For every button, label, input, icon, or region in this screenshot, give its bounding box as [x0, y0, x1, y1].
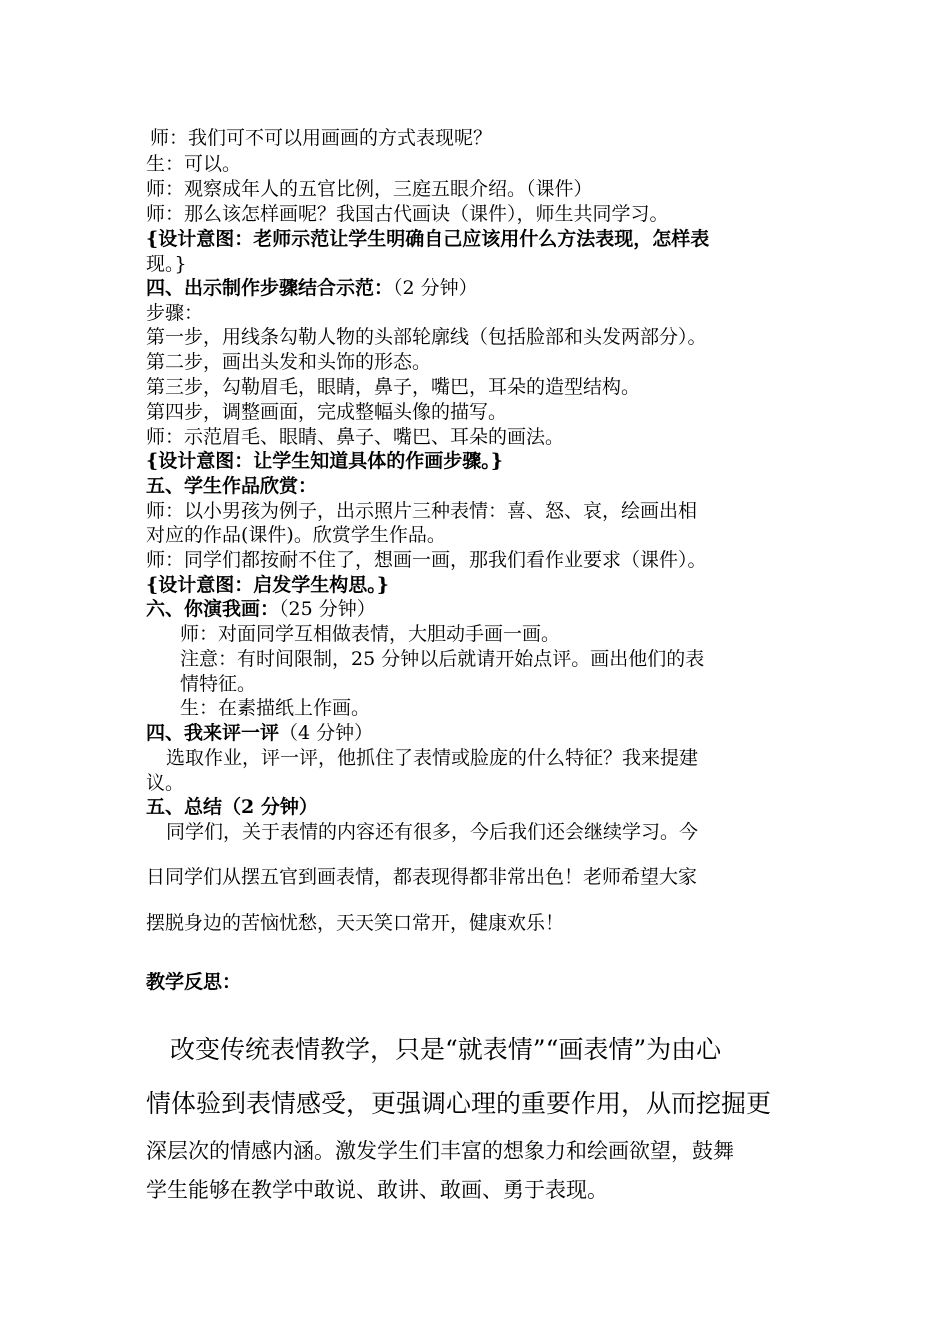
- text-line: 师：示范眉毛、眼睛、鼻子、嘴巴、耳朵的画法。: [146, 426, 565, 448]
- reflection-text: 改变传统表情教学，只是“就表情”“画表情”为由心: [170, 1035, 722, 1064]
- reflection-text: 学生能够在教学中敢说、敢讲、敢画、勇于表现。: [146, 1178, 608, 1202]
- section-duration: （25 分钟）: [279, 598, 376, 620]
- section-title: 四、出示制作步骤结合示范：: [146, 277, 394, 299]
- text-line: 议。: [146, 772, 185, 794]
- section-heading: [146, 597, 376, 621]
- section-title: 六、你演我画：: [146, 598, 280, 620]
- section-heading: [146, 276, 478, 300]
- reflection-text: 深层次的情感内涵。激发学生们丰富的想象力和绘画欲望，鼓舞: [146, 1139, 734, 1163]
- text-line: 情特征。: [180, 673, 257, 695]
- step-line: 第四步，调整画面，完成整幅头像的描写。: [146, 401, 508, 423]
- step-line: 第三步，勾勒眉毛，眼睛，鼻子，嘴巴，耳朵的造型结构。: [146, 376, 641, 398]
- text-line: 日同学们从摆五官到画表情，都表现得都非常出色！老师希望大家: [146, 866, 698, 888]
- text-line: 步骤：: [146, 302, 204, 324]
- text-line: 对应的作品(课件)。欣赏学生作品。: [146, 524, 446, 546]
- text-line: 注意：有时间限制，25 分钟以后就请开始点评。画出他们的表: [180, 648, 705, 670]
- section-duration: （4 分钟）: [279, 722, 374, 744]
- section-heading: 五、学生作品欣赏：: [146, 475, 318, 497]
- design-intent-text: {设计意图：启发学生构思。}: [146, 574, 389, 596]
- section-heading: [146, 721, 373, 745]
- section-heading: 五、总结（2 分钟）: [146, 796, 318, 818]
- text-line: 师：同学们都按耐不住了，想画一画，那我们看作业要求（课件）。: [146, 549, 707, 571]
- design-intent-text: {设计意图：让学生知道具体的作画步骤。}: [146, 450, 503, 472]
- step-line: 第一步，用线条勾勒人物的头部轮廓线（包括脸部和头发两部分）。: [146, 326, 707, 348]
- step-line: 第二步，画出头发和头饰的形态。: [146, 351, 432, 373]
- reflection-heading: 教学反思：: [146, 971, 242, 993]
- section-title: 四、我来评一评: [146, 722, 280, 744]
- text-line: 师：对面同学互相做表情，大胆动手画一画。: [180, 623, 561, 645]
- text-line: 生：在素描纸上作画。: [180, 697, 371, 719]
- text-line: 现。}: [146, 253, 187, 275]
- text-line: 师：观察成年人的五官比例，三庭五眼介绍。（课件）: [146, 178, 593, 200]
- text-line: 选取作业，评一评，他抓住了表情或脸庞的什么特征？我来提建: [166, 747, 699, 769]
- section-duration: （2 分钟）: [393, 277, 478, 299]
- text-line: 摆脱身边的苦恼忧愁，天天笑口常开，健康欢乐！: [146, 912, 565, 934]
- text-line: 师：以小男孩为例子，出示照片三种表情：喜、怒、哀，绘画出相: [146, 500, 698, 522]
- reflection-text: 情体验到表情感受，更强调心理的重要作用，从而挖掘更: [146, 1089, 772, 1118]
- design-intent-text: {设计意图：老师示范让学生明确自己应该用什么方法表现，怎样表: [146, 228, 710, 250]
- text-line: 师：我们可不可以用画画的方式表现呢？: [150, 127, 493, 149]
- text-line: 师：那么该怎样画呢？我国古代画诀（课件），师生共同学习。: [146, 203, 669, 225]
- text-line: 生：可以。: [146, 153, 242, 175]
- text-line: 同学们，关于表情的内容还有很多，今后我们还会继续学习。今: [166, 821, 699, 843]
